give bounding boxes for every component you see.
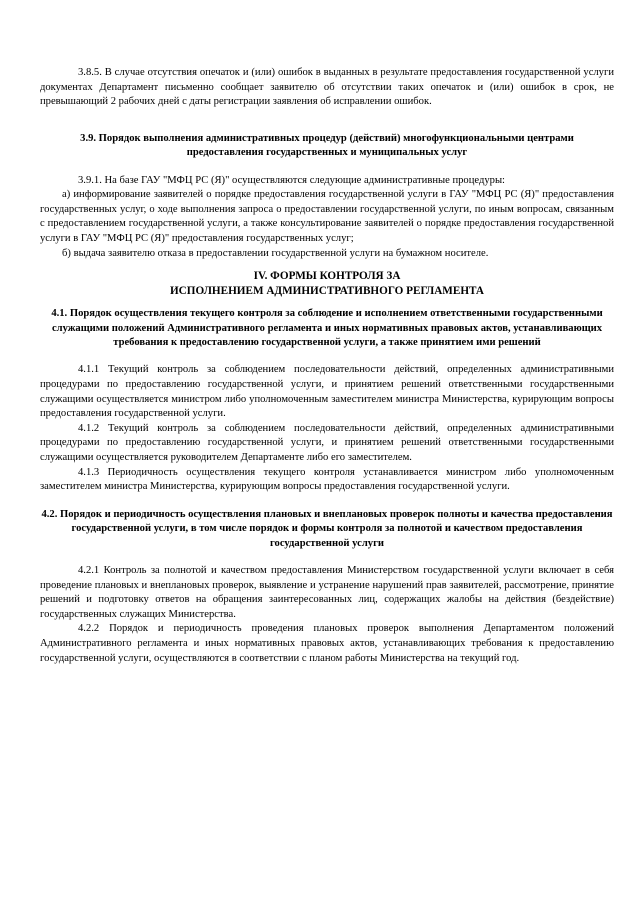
paragraph-3-8-5: 3.8.5. В случае отсутствия опечаток и (или) ошибок в выданных в результате предоставления государственной услуги документах Департамент письменно сообщает заявителю об отсутствии таких опечаток и (или) ошибок в срок, не превышающий 2 рабочих дней с даты регистрации заявления об исправлении ошибок. xyxy=(40,67,614,108)
section-iv-title-line2: ИСПОЛНЕНИЕМ АДМИНИСТРАТИВНОГО РЕГЛАМЕНТА xyxy=(169,285,485,298)
paragraph-4-1-1: 4.1.1 Текущий контроль за соблюдением последовательности действий, определенных административными процедурами по предоставлению государственной услуги, и принятием решений ответственными государственными служащими осуществляется министром либо уполномоченным заместителем министра Министерства, курирующим вопросы предоставления государственной услуги. xyxy=(40,364,614,420)
paragraph-4-2-2: 4.2.2 Порядок и периодичность проведения плановых проверок выполнения Департаментом положений Административного регламента и иных нормативных правовых актов, устанавливающих требования к предоставлению государственной услуги, осуществляются в соответствии с планом работы Министерства на текущий год. xyxy=(40,623,614,664)
paragraph-3-9-1: 3.9.1. На базе ГАУ "МФЦ РС (Я)" осуществляются следующие административные процедуры: xyxy=(78,174,506,186)
section-iv-title-line1: IV. ФОРМЫ КОНТРОЛЯ ЗА xyxy=(253,270,401,283)
item-a: а) информирование заявителей о порядке предоставления государственной услуги в ГАУ "МФЦ РС (Я)" предоставления государственных услуг, о ходе выполнения запроса о предоставлении государственной услуги, по иным вопросам, связанным с предоставлением государственной услуги, а также консультирование заявителей о порядке предоставления государственной услуги в ГАУ "МФЦ РС (Я)" предоставления государственных услуг; xyxy=(40,189,614,244)
item-b: б) выдача заявителю отказа в предоставлении государственной услуги на бумажном носителе. xyxy=(62,247,489,259)
heading-4-2: 4.2. Порядок и периодичность осуществления плановых и внеплановых проверок полноты и качества предоставления государственной услуги, в том числе порядок и формы контроля за полнотой и качеством предоставления государственной услуги xyxy=(41,508,613,549)
paragraph-4-1-2: 4.1.2 Текущий контроль за соблюдением последовательности действий, определенных административными процедурами по предоставлению государственной услуги, и принятием решений ответственными государственными служащими осуществляется руководителем Департаменте либо его заместителем. xyxy=(40,422,614,463)
document-page xyxy=(40,66,614,666)
paragraph-4-1-3: 4.1.3 Периодичность осуществления текущего контроля устанавливается министром либо уполномоченным заместителем министра Министерства, курирующим вопросы предоставления государственной услуги. xyxy=(40,466,614,493)
heading-4-1: 4.1. Порядок осуществления текущего контроля за соблюдение и исполнением ответственными государственными служащими положений Административного регламента и иных нормативных правовых актов, устанавливающих требования к предоставлению государственной услуги, а также принятием ими решений xyxy=(51,308,603,348)
paragraph-4-2-1: 4.2.1 Контроль за полнотой и качеством предоставления Министерством государственной услуги включает в себя проведение плановых и внеплановых проверок, выявление и устранение нарушений прав заявителей, рассмотрение, принятие решений и подготовку ответов на обращения заинтересованных лиц, содержащих жалобы на действия (бездействие) государственных служащих Министерства. xyxy=(40,564,614,620)
heading-3-9: 3.9. Порядок выполнения административных процедур (действий) многофункциональными центрами предоставления государственных и муниципальных услуг xyxy=(80,132,574,159)
